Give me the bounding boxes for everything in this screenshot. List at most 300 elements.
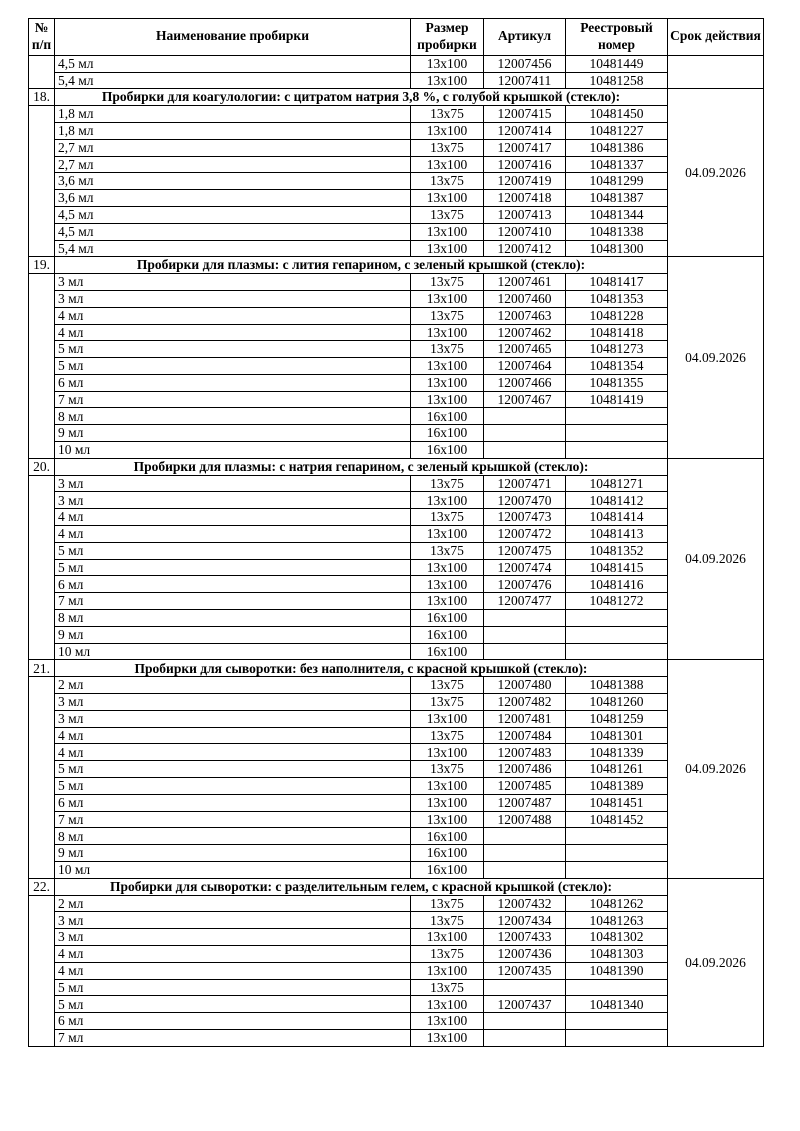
table-row <box>29 778 764 795</box>
table-row <box>29 408 764 425</box>
cell-name: 3 мл <box>55 290 411 307</box>
cell-validity: 04.09.2026 <box>668 458 764 660</box>
cell-article: 12007474 <box>484 559 566 576</box>
cell-article: 12007456 <box>484 55 566 72</box>
cell-size: 13x100 <box>411 156 484 173</box>
cell-registry: 10481263 <box>566 912 668 929</box>
table-row <box>29 912 764 929</box>
cell-article: 12007417 <box>484 139 566 156</box>
table-row <box>29 391 764 408</box>
cell-size: 13x100 <box>411 710 484 727</box>
cell-article: 12007414 <box>484 122 566 139</box>
cell-registry: 10481299 <box>566 173 668 190</box>
cell-name: 4 мл <box>55 945 411 962</box>
cell-name: 3 мл <box>55 274 411 291</box>
cell-name: 7 мл <box>55 811 411 828</box>
cell-name: 4 мл <box>55 744 411 761</box>
cell-registry: 10481354 <box>566 358 668 375</box>
cell-size: 13x100 <box>411 358 484 375</box>
cell-name: 6 мл <box>55 1013 411 1030</box>
cell-name: 10 мл <box>55 643 411 660</box>
cell-article: 12007436 <box>484 945 566 962</box>
cell-name: 4 мл <box>55 509 411 526</box>
section-number: 22. <box>29 878 55 895</box>
cell-name: 2,7 мл <box>55 139 411 156</box>
cell-article: 12007471 <box>484 475 566 492</box>
cell-name: 6 мл <box>55 576 411 593</box>
table-row <box>29 509 764 526</box>
cell-article: 12007467 <box>484 391 566 408</box>
table-body <box>29 55 764 1046</box>
cell-registry: 10481389 <box>566 778 668 795</box>
table-row <box>29 794 764 811</box>
cell-name: 5,4 мл <box>55 72 411 89</box>
cell-name: 7 мл <box>55 391 411 408</box>
cell-name: 3 мл <box>55 694 411 711</box>
cell-registry <box>566 979 668 996</box>
section-number: 20. <box>29 458 55 475</box>
col-header-registry: Реестровый номер <box>566 19 668 56</box>
table-row <box>29 677 764 694</box>
cell-size: 13x75 <box>411 509 484 526</box>
table-row <box>29 643 764 660</box>
cell-article <box>484 408 566 425</box>
cell-article: 12007434 <box>484 912 566 929</box>
table-row <box>29 290 764 307</box>
cell-registry: 10481273 <box>566 341 668 358</box>
col-header-size: Размер пробирки <box>411 19 484 56</box>
cell-validity: 04.09.2026 <box>668 89 764 257</box>
section-number: 18. <box>29 89 55 106</box>
cell-article: 12007410 <box>484 223 566 240</box>
cell-name: 10 мл <box>55 862 411 879</box>
table-header-row <box>29 19 764 56</box>
cell-article: 12007485 <box>484 778 566 795</box>
section-number-span <box>29 106 55 257</box>
cell-name: 1,8 мл <box>55 106 411 123</box>
cell-name: 5 мл <box>55 778 411 795</box>
cell-registry: 10481352 <box>566 542 668 559</box>
table-row <box>29 845 764 862</box>
section-header-row <box>29 89 764 106</box>
table-row <box>29 72 764 89</box>
table-row <box>29 374 764 391</box>
cell-article <box>484 862 566 879</box>
cell-registry: 10481419 <box>566 391 668 408</box>
cell-name: 2 мл <box>55 677 411 694</box>
cell-article: 12007484 <box>484 727 566 744</box>
cell-registry: 10481337 <box>566 156 668 173</box>
cell-article <box>484 442 566 459</box>
cell-name: 4 мл <box>55 962 411 979</box>
cell-size: 13x75 <box>411 206 484 223</box>
cell-name: 4 мл <box>55 324 411 341</box>
table-row <box>29 862 764 879</box>
cell-article: 12007418 <box>484 190 566 207</box>
cell-size: 13x75 <box>411 979 484 996</box>
cell-size: 13x100 <box>411 492 484 509</box>
cell-registry: 10481271 <box>566 475 668 492</box>
cell-article: 12007413 <box>484 206 566 223</box>
cell-size: 16x100 <box>411 442 484 459</box>
table-row <box>29 223 764 240</box>
cell-registry <box>566 425 668 442</box>
cell-article: 12007462 <box>484 324 566 341</box>
cell-registry: 10481258 <box>566 72 668 89</box>
cell-name: 4 мл <box>55 727 411 744</box>
section-number-span <box>29 274 55 459</box>
cell-size: 13x100 <box>411 72 484 89</box>
cell-article <box>484 828 566 845</box>
cell-registry: 10481413 <box>566 526 668 543</box>
cell-name: 5 мл <box>55 341 411 358</box>
table-row <box>29 542 764 559</box>
section-header-row <box>29 660 764 677</box>
table-row <box>29 828 764 845</box>
cell-article: 12007465 <box>484 341 566 358</box>
cell-registry: 10481344 <box>566 206 668 223</box>
cell-size: 13x75 <box>411 307 484 324</box>
cell-size: 16x100 <box>411 626 484 643</box>
cell-registry: 10481353 <box>566 290 668 307</box>
table-row <box>29 274 764 291</box>
section-title: Пробирки для плазмы: с лития гепарином, с зеленый крышкой (стекло): <box>55 257 668 274</box>
cell-registry <box>566 610 668 627</box>
cell-validity: 04.09.2026 <box>668 660 764 878</box>
cell-registry: 10481302 <box>566 929 668 946</box>
cell-name: 7 мл <box>55 1029 411 1046</box>
cell-registry: 10481450 <box>566 106 668 123</box>
cell-registry: 10481452 <box>566 811 668 828</box>
table-row <box>29 526 764 543</box>
cell-article: 12007470 <box>484 492 566 509</box>
cell-registry: 10481303 <box>566 945 668 962</box>
cell-registry: 10481416 <box>566 576 668 593</box>
cell-name: 5 мл <box>55 559 411 576</box>
cell-registry: 10481414 <box>566 509 668 526</box>
cell-name: 3 мл <box>55 929 411 946</box>
cell-name: 3 мл <box>55 492 411 509</box>
section-title: Пробирки для коагулологии: с цитратом натрия 3,8 %, с голубой крышкой (стекло): <box>55 89 668 106</box>
cell-name: 5 мл <box>55 761 411 778</box>
col-header-article: Артикул <box>484 19 566 56</box>
table-row <box>29 156 764 173</box>
col-header-num: № п/п <box>29 19 55 56</box>
section-header-row <box>29 878 764 895</box>
cell-size: 13x100 <box>411 1029 484 1046</box>
table-row <box>29 307 764 324</box>
cell-article: 12007477 <box>484 593 566 610</box>
cell-article: 12007416 <box>484 156 566 173</box>
cell-name: 8 мл <box>55 828 411 845</box>
cell-name: 4 мл <box>55 526 411 543</box>
cell-article: 12007433 <box>484 929 566 946</box>
cell-name: 5,4 мл <box>55 240 411 257</box>
cell-article: 12007475 <box>484 542 566 559</box>
cell-size: 13x100 <box>411 324 484 341</box>
table-row <box>29 694 764 711</box>
cell-size: 13x100 <box>411 391 484 408</box>
cell-article <box>484 1013 566 1030</box>
table-row <box>29 358 764 375</box>
cell-size: 16x100 <box>411 425 484 442</box>
cell-registry: 10481386 <box>566 139 668 156</box>
cell-article: 12007435 <box>484 962 566 979</box>
table-row <box>29 811 764 828</box>
cell-size: 13x100 <box>411 1013 484 1030</box>
cell-size: 16x100 <box>411 845 484 862</box>
cell-article: 12007461 <box>484 274 566 291</box>
cell-article: 12007482 <box>484 694 566 711</box>
cell-name: 8 мл <box>55 610 411 627</box>
table-row <box>29 945 764 962</box>
cell-size: 13x75 <box>411 945 484 962</box>
cell-registry <box>566 828 668 845</box>
cell-registry: 10481415 <box>566 559 668 576</box>
cell-size: 13x75 <box>411 139 484 156</box>
cell-size: 13x100 <box>411 190 484 207</box>
tube-registry-table <box>28 18 764 1047</box>
cell-registry: 10481451 <box>566 794 668 811</box>
table-row <box>29 475 764 492</box>
cell-name: 4 мл <box>55 307 411 324</box>
cell-article: 12007412 <box>484 240 566 257</box>
cell-size: 13x75 <box>411 341 484 358</box>
cell-article: 12007411 <box>484 72 566 89</box>
table-row <box>29 559 764 576</box>
cell-size: 16x100 <box>411 408 484 425</box>
cell-size: 13x100 <box>411 929 484 946</box>
cell-validity: 04.09.2026 <box>668 257 764 459</box>
cell-article: 12007488 <box>484 811 566 828</box>
cell-article: 12007486 <box>484 761 566 778</box>
cell-registry: 10481449 <box>566 55 668 72</box>
cell-article: 12007415 <box>484 106 566 123</box>
table-row <box>29 139 764 156</box>
cell-size: 13x100 <box>411 240 484 257</box>
table-row <box>29 190 764 207</box>
cell-article: 12007476 <box>484 576 566 593</box>
section-title: Пробирки для плазмы: с натрия гепарином, с зеленый крышкой (стекло): <box>55 458 668 475</box>
cell-size: 13x75 <box>411 274 484 291</box>
table-row <box>29 341 764 358</box>
cell-name: 3 мл <box>55 710 411 727</box>
cell-size: 13x100 <box>411 962 484 979</box>
cell-validity <box>668 55 764 89</box>
cell-article: 12007464 <box>484 358 566 375</box>
table-row <box>29 324 764 341</box>
cell-size: 13x75 <box>411 173 484 190</box>
cell-size: 13x100 <box>411 576 484 593</box>
cell-registry: 10481228 <box>566 307 668 324</box>
cell-article: 12007466 <box>484 374 566 391</box>
cell-registry: 10481339 <box>566 744 668 761</box>
table-row <box>29 610 764 627</box>
cell-registry: 10481340 <box>566 996 668 1013</box>
cell-name: 8 мл <box>55 408 411 425</box>
cell-registry: 10481301 <box>566 727 668 744</box>
cell-name: 9 мл <box>55 845 411 862</box>
cell-article: 12007480 <box>484 677 566 694</box>
cell-article: 12007460 <box>484 290 566 307</box>
cell-article <box>484 845 566 862</box>
cell-registry: 10481417 <box>566 274 668 291</box>
cell-name: 4,5 мл <box>55 206 411 223</box>
cell-size: 13x100 <box>411 794 484 811</box>
cell-registry <box>566 643 668 660</box>
table-row <box>29 626 764 643</box>
cell-size: 13x75 <box>411 677 484 694</box>
table-row <box>29 173 764 190</box>
section-number-span <box>29 55 55 89</box>
cell-registry: 10481259 <box>566 710 668 727</box>
cell-size: 13x100 <box>411 778 484 795</box>
cell-size: 13x100 <box>411 374 484 391</box>
cell-article <box>484 626 566 643</box>
cell-name: 5 мл <box>55 358 411 375</box>
cell-article: 12007432 <box>484 895 566 912</box>
section-title: Пробирки для сыворотки: с разделительным гелем, с красной крышкой (стекло): <box>55 878 668 895</box>
cell-name: 4,5 мл <box>55 55 411 72</box>
table-row <box>29 492 764 509</box>
cell-registry <box>566 862 668 879</box>
table-row <box>29 996 764 1013</box>
cell-name: 6 мл <box>55 794 411 811</box>
section-header-row <box>29 458 764 475</box>
cell-registry <box>566 442 668 459</box>
table-row <box>29 979 764 996</box>
cell-registry: 10481355 <box>566 374 668 391</box>
cell-registry <box>566 1029 668 1046</box>
table-row <box>29 895 764 912</box>
cell-size: 13x100 <box>411 122 484 139</box>
cell-registry: 10481300 <box>566 240 668 257</box>
cell-registry: 10481418 <box>566 324 668 341</box>
cell-size: 13x75 <box>411 475 484 492</box>
cell-name: 9 мл <box>55 626 411 643</box>
table-row <box>29 576 764 593</box>
cell-name: 5 мл <box>55 996 411 1013</box>
table-row <box>29 55 764 72</box>
cell-name: 1,8 мл <box>55 122 411 139</box>
cell-name: 5 мл <box>55 979 411 996</box>
section-number-span <box>29 895 55 1046</box>
cell-size: 13x100 <box>411 559 484 576</box>
cell-size: 16x100 <box>411 828 484 845</box>
cell-article: 12007487 <box>484 794 566 811</box>
table-row <box>29 425 764 442</box>
section-number-span <box>29 677 55 879</box>
table-row <box>29 962 764 979</box>
cell-size: 13x100 <box>411 593 484 610</box>
cell-name: 10 мл <box>55 442 411 459</box>
cell-article: 12007473 <box>484 509 566 526</box>
cell-registry: 10481412 <box>566 492 668 509</box>
cell-registry: 10481262 <box>566 895 668 912</box>
cell-size: 13x75 <box>411 727 484 744</box>
table-row <box>29 929 764 946</box>
cell-article <box>484 643 566 660</box>
section-number: 19. <box>29 257 55 274</box>
table-row <box>29 442 764 459</box>
cell-size: 16x100 <box>411 610 484 627</box>
cell-name: 3,6 мл <box>55 190 411 207</box>
cell-size: 13x100 <box>411 290 484 307</box>
cell-article: 12007463 <box>484 307 566 324</box>
cell-size: 13x100 <box>411 811 484 828</box>
cell-registry: 10481387 <box>566 190 668 207</box>
table-row <box>29 761 764 778</box>
cell-size: 13x75 <box>411 542 484 559</box>
section-number-span <box>29 475 55 660</box>
cell-validity: 04.09.2026 <box>668 878 764 1046</box>
cell-size: 13x100 <box>411 526 484 543</box>
table-row <box>29 240 764 257</box>
table-row <box>29 744 764 761</box>
cell-registry: 10481388 <box>566 677 668 694</box>
cell-registry: 10481338 <box>566 223 668 240</box>
cell-article: 12007437 <box>484 996 566 1013</box>
cell-size: 13x75 <box>411 761 484 778</box>
cell-registry: 10481260 <box>566 694 668 711</box>
table-row <box>29 106 764 123</box>
table-row <box>29 122 764 139</box>
section-title: Пробирки для сыворотки: без наполнителя, с красной крышкой (стекло): <box>55 660 668 677</box>
col-header-validity: Срок действия <box>668 19 764 56</box>
cell-size: 13x100 <box>411 55 484 72</box>
cell-name: 5 мл <box>55 542 411 559</box>
cell-registry: 10481261 <box>566 761 668 778</box>
cell-article: 12007483 <box>484 744 566 761</box>
cell-size: 13x75 <box>411 912 484 929</box>
cell-size: 13x100 <box>411 223 484 240</box>
cell-name: 9 мл <box>55 425 411 442</box>
cell-size: 13x100 <box>411 996 484 1013</box>
cell-name: 7 мл <box>55 593 411 610</box>
cell-name: 3 мл <box>55 912 411 929</box>
cell-article: 12007472 <box>484 526 566 543</box>
table-row <box>29 1029 764 1046</box>
cell-article <box>484 425 566 442</box>
cell-registry: 10481272 <box>566 593 668 610</box>
cell-registry <box>566 626 668 643</box>
cell-name: 2 мл <box>55 895 411 912</box>
section-number: 21. <box>29 660 55 677</box>
cell-size: 13x100 <box>411 744 484 761</box>
cell-name: 6 мл <box>55 374 411 391</box>
cell-name: 3 мл <box>55 475 411 492</box>
cell-article <box>484 610 566 627</box>
cell-size: 13x75 <box>411 106 484 123</box>
cell-size: 13x75 <box>411 895 484 912</box>
cell-size: 13x75 <box>411 694 484 711</box>
cell-name: 2,7 мл <box>55 156 411 173</box>
table-row <box>29 1013 764 1030</box>
cell-registry: 10481390 <box>566 962 668 979</box>
cell-article <box>484 979 566 996</box>
table-row <box>29 710 764 727</box>
cell-registry <box>566 845 668 862</box>
cell-article <box>484 1029 566 1046</box>
section-header-row <box>29 257 764 274</box>
cell-registry <box>566 1013 668 1030</box>
cell-size: 16x100 <box>411 643 484 660</box>
cell-name: 3,6 мл <box>55 173 411 190</box>
cell-registry <box>566 408 668 425</box>
cell-article: 12007419 <box>484 173 566 190</box>
col-header-name: Наименование пробирки <box>55 19 411 56</box>
table-row <box>29 206 764 223</box>
